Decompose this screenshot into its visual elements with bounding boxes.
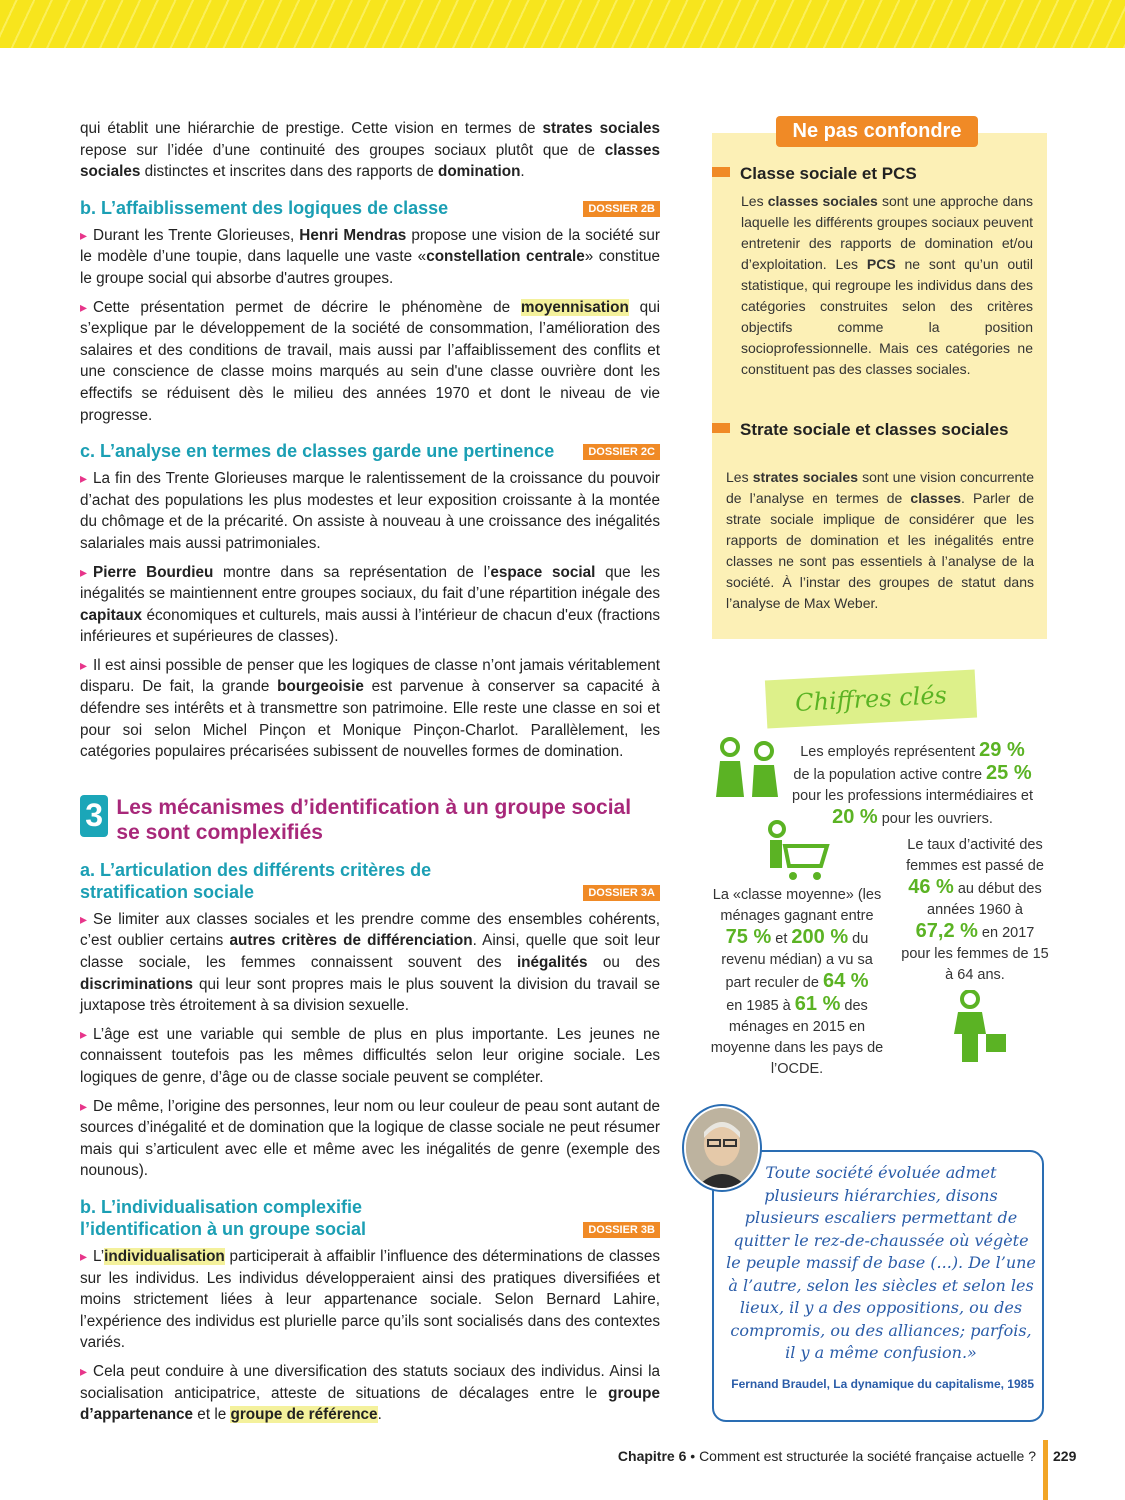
heading-3a: a. L’articulation des différents critères de stratification sociale DOSSIER 3A [80,859,660,903]
heading-2b: b. L’affaiblissement des logiques de classe DOSSIER 2B [80,197,660,219]
chiffres-cles-banner: Chiffres clés [765,670,977,729]
paragraph-2b-1: ▸ Durant les Trente Glorieuses, Henri Mendras propose une vision de la société sur le modèle d’une toupie, dans laquelle une vaste «constellation centrale» constitue le groupe social qui absorbe d'autres groupes. [80,225,660,290]
chapter-footer: Chapitre 6 • Comment est structurée la société française actuelle ? [617,1448,1036,1464]
top-decorative-band [0,0,1125,48]
people-couple-icon [708,735,788,805]
box-heading-2: Strate sociale et classes sociales [712,419,1041,440]
square-bullet-icon [712,167,730,177]
intro-paragraph: qui établit une hiérarchie de prestige. Cette vision en termes de strates sociales repose sur l’idée d’une continuité des groupes sociaux plutôt que de classes sociales distinctes et inscrites dans des rapports de domination. [80,120,660,181]
paragraph-3b-2: ▸ Cela peut conduire à une diversification des statuts sociaux des individus. Ainsi la socialisation anticipatrice, atteste de situations de décalages entre le groupe d’appartenance et le groupe de référence. [80,1361,660,1426]
square-bullet-icon [712,423,730,433]
quote-source: Fernand Braudel, La dynamique du capitalisme, 1985 [731,1377,1034,1391]
main-text-column [80,118,660,1433]
paragraph-2c-3: ▸ Il est ainsi possible de penser que les logiques de classe n’ont jamais véritablement disparu. De fait, la grande bourgeoisie est parvenue à conserver sa capacité à défendre ses intérêts et à transmettre son patrimoine. Elle reste une classe en soi et pour soi selon Michel Pinçon et Monique Pinçon-Charlot. Parallèlement, les catégories populaires précarisées subissent de nouvelles formes de domination. [80,655,660,763]
paragraph-2c-2: ▸ Pierre Bourdieu montre dans sa représentation de l’espace social que les inégalités se maintiennent entre groupes sociaux, du fait d’une répartition inégale des capitaux économiques et culturels, mais aussi à l’intérieur de chacun d'eux (fractions inférieures et supérieures de classes). [80,562,660,648]
key-figure-classe-moyenne: La «classe moyenne» (les ménages gagnant entre 75 % et 200 % du revenu médian) a vu sa part reculer de 64 % en 1985 à 61 % des ménages en 2015 en moyenne dans les pays de l’OCDE. [710,887,884,1077]
shopping-cart-person-icon [765,820,835,884]
key-figure-employes: Les employés représentent 29 % de la population active contre 25 % pour les professions intermédiaires et 20 % pour les ouvriers. [792,739,1033,828]
page-bar [1043,1440,1048,1500]
section-3-heading [80,795,660,845]
paragraph-3a-1: ▸ Se limiter aux classes sociales et les prendre comme des ensembles cohérents, c’est oublier certains autres critères de différenciation. Ainsi, quelle que soit leur classe sociale, les femmes connaissent souvent des inégalités ou des discriminations qui leur sont propres mais le plus souvent la division du travail se juxtapose très étroitement à sa division sexuelle. [80,909,660,1017]
businesswoman-icon [948,990,1012,1064]
dossier-3b-badge[interactable]: DOSSIER 3B [583,1222,660,1238]
dossier-2b-badge[interactable]: DOSSIER 2B [583,201,660,217]
box-heading-1: Classe sociale et PCS [712,163,1042,184]
paragraph-2b-2: ▸ Cette présentation permet de décrire le phénomène de moyennisation qui s’explique par le développement de la société de consommation, l’amélioration des salaires et des conditions de travail, mais aussi par l’affaiblissement des conflits et une conscience de classe moins marqués au sein d'une classe ouvrière dont les effectifs se réduisent dès le milieu des années 1970 et dont le niveau de vie progresse. [80,297,660,427]
box-tag-label: Ne pas confondre [776,116,978,147]
quote-text: Toute société évoluée admet plusieurs hiérarchies, disons plusieurs escaliers permettant de quitter le rez-de-chaussée où végète le peuple massif de base (...). De l’une à l’autre, selon les siècles et selon les lieux, il y a des oppositions, ou des compromis, ou des alliances; parfois, il y a même confusion.» [726,1163,1036,1362]
key-figure-taux-activite: Le taux d’activité des femmes est passé de 46 % au début des années 1960 à 67,2 % en 2017 pour les femmes de 15 à 64 ans. [901,837,1049,983]
heading-2c: c. L’analyse en termes de classes garde une pertinence DOSSIER 2C [80,440,660,462]
paragraph-3b-1: ▸ L’individualisation participerait à affaiblir l’influence des déterminations de classes sur les individus. Les individus développeraient ainsi des pratiques diversifiées et moins strictement liées à leur appartenance sociale. Selon Bernard Lahire, l’expérience des individus est plurielle parce qu’ils sont socialisés dans des contextes variés. [80,1246,660,1354]
heading-3b: b. L’individualisation complexifie l’identification à un groupe social DOSSIER 3B [80,1196,660,1240]
box-text-1: Les classes sociales sont une approche dans laquelle les différents groupes sociaux peuvent entretenir des rapports de domination et/ou d’exploitation. Les PCS ne sont qu’un outil statistique, qui regroupe les individus dans des catégories construites selon des critères objectifs comme la position socioprofessionnelle. Mais ces catégories ne constituent pas des classes sociales. [741,193,1034,377]
section-number-badge: 3 [80,795,108,837]
paragraph-3a-3: ▸ De même, l’origine des personnes, leur nom ou leur couleur de peau sont autant de sources d’inégalité et de domination que la logique de classe sociale ne peut résumer mais qui s’articulent avec elle et même avec les inégalités de genre (exemple des nounous). [80,1096,660,1182]
paragraph-3a-2: ▸ L’âge est une variable qui semble de plus en plus importante. Les jeunes ne connaissent toutefois pas les mêmes difficultés selon leur origine sociale. Les logiques de genre, d’âge ou de classe sociale peuvent se compléter. [80,1024,660,1089]
paragraph-2c-1: ▸ La fin des Trente Glorieuses marque le ralentissement de la croissance du pouvoir d’achat des populations les plus modestes et leur exposition croissante à la montée du chômage et de la précarité. On assiste à nouveau à une croissance des inégalités salariales mais aussi patrimoniales. [80,468,660,554]
section-3-title: Les mécanismes d’identification à un groupe social se sont complexifiés [116,795,632,844]
dossier-3a-badge[interactable]: DOSSIER 3A [583,885,660,901]
dossier-2c-badge[interactable]: DOSSIER 2C [583,444,660,460]
box-text-2: Les strates sociales sont une vision concurrente de l’analyse en termes de classes. Parler de strate sociale implique de considérer que les rapports de domination et les inégalités entre classes ne sont pas essentiels à l’analyse de la société. À l’instar des groupes de statut dans l’analyse de Max Weber. [726,469,1034,611]
page-number: 229 [1053,1448,1077,1464]
